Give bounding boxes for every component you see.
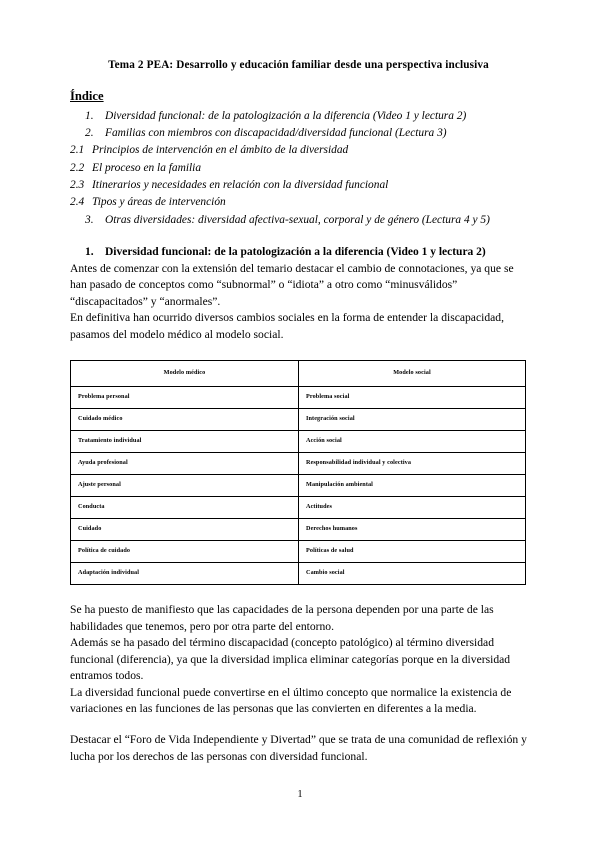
table-row xyxy=(71,497,526,519)
table-cell: Acción social xyxy=(299,431,526,453)
index-item-number: 2.3 xyxy=(70,179,85,192)
table-row xyxy=(71,519,526,541)
index-list xyxy=(70,108,527,229)
table-cell: Tratamiento individual xyxy=(71,431,299,453)
index-item xyxy=(70,194,527,211)
table-row xyxy=(71,409,526,431)
table-cell: Ayuda profesional xyxy=(71,453,299,475)
index-item xyxy=(70,160,527,177)
after-table-body xyxy=(70,602,527,765)
index-heading: Índice xyxy=(70,89,104,103)
table-cell: Cambio social xyxy=(299,563,526,585)
index-item-label: Otras diversidades: diversidad afectiva-sexual, corporal y de género (Lectura 4 y 5) xyxy=(105,213,490,226)
table-cell: Derechos humanos xyxy=(299,519,526,541)
index-item xyxy=(70,177,527,194)
index-item-number: 2.1 xyxy=(70,144,85,157)
table-cell: Adaptación individual xyxy=(71,563,299,585)
table-row xyxy=(71,431,526,453)
page-title: Tema 2 PEA: Desarrollo y educación familiar desde una perspectiva inclusiva xyxy=(108,59,489,71)
index-item xyxy=(70,142,527,159)
table-row xyxy=(71,563,526,585)
index-item-label: Familias con miembros con discapacidad/diversidad funcional (Lectura 3) xyxy=(105,127,447,140)
paragraph: Destacar el “Foro de Vida Independiente y Divertad” que se trata de una comunidad de reflexión y lucha por los derechos de las personas con diversidad funcional. xyxy=(70,733,527,763)
models-comparison-table xyxy=(70,360,526,585)
table-cell: Integración social xyxy=(299,409,526,431)
table-header-cell: Modelo social xyxy=(299,361,526,387)
index-item-number: 2. xyxy=(85,127,94,140)
index-item-label: Diversidad funcional: de la patologización a la diferencia (Video 1 y lectura 2) xyxy=(105,109,467,122)
paragraph: Antes de comenzar con la extensión del temario destacar el cambio de connotaciones, ya que se han pasado de conceptos como “subnormal” o “idiota” a otro como “minusválidos” “discapacitados” y “anormales”. xyxy=(70,261,514,308)
table-cell: Problema personal xyxy=(71,387,299,409)
table-cell: Actitudes xyxy=(299,497,526,519)
index-item-number: 1. xyxy=(85,109,94,122)
table-cell: Conducta xyxy=(71,497,299,519)
table-header-row xyxy=(71,361,526,387)
table-cell: Responsabilidad individual y colectiva xyxy=(299,453,526,475)
page-number: 1 xyxy=(297,789,303,800)
index-item-number: 3. xyxy=(85,213,94,226)
index-item xyxy=(70,108,527,125)
index-item-number: 2.4 xyxy=(70,196,85,209)
paragraph: La diversidad funcional puede convertirse en el último concepto que normalice la existencia de variaciones en las funciones de las personas que las convierten en diferentes a la media. xyxy=(70,685,512,715)
section-heading xyxy=(70,245,527,260)
table-cell: Cuidado médico xyxy=(71,409,299,431)
section-heading-label: Diversidad funcional: de la patologización a la diferencia (Video 1 y lectura 2) xyxy=(105,246,486,259)
index-item-label: Tipos y áreas de intervención xyxy=(92,196,226,209)
table-cell: Manipulación ambiental xyxy=(299,475,526,497)
table-cell: Problema social xyxy=(299,387,526,409)
table-cell: Política de cuidado xyxy=(71,541,299,563)
table-cell: Ajuste personal xyxy=(71,475,299,497)
table-row xyxy=(71,541,526,563)
index-item-label: El proceso en la familia xyxy=(92,161,202,174)
table-header-cell: Modelo médico xyxy=(71,361,299,387)
table-cell: Cuidado xyxy=(71,519,299,541)
index-item xyxy=(70,125,527,142)
document-content xyxy=(70,58,527,765)
index-item-label: Itinerarios y necesidades en relación con la diversidad funcional xyxy=(92,179,389,192)
index-item xyxy=(70,212,527,229)
section-heading-number: 1. xyxy=(85,246,94,259)
table-row xyxy=(71,475,526,497)
paragraph: Además se ha pasado del término discapacidad (concepto patológico) al término diversidad funcional (diferencia), ya que la diversidad implica eliminar categorías porque en la diversidad entramos todos. xyxy=(70,636,511,683)
index-item-label: Principios de intervención en el ámbito de la diversidad xyxy=(92,144,349,157)
section1-body xyxy=(70,261,527,343)
index-item-number: 2.2 xyxy=(70,161,85,174)
table-row xyxy=(71,453,526,475)
paragraph: En definitiva han ocurrido diversos cambios sociales en la forma de entender la discapacidad, pasamos del modelo médico al modelo social. xyxy=(70,311,504,341)
table-row xyxy=(71,387,526,409)
paragraph: Se ha puesto de manifiesto que las capacidades de la persona dependen por una parte de las habilidades que tenemos, pero por otra parte del entorno. xyxy=(70,603,494,633)
table-cell: Políticas de salud xyxy=(299,541,526,563)
